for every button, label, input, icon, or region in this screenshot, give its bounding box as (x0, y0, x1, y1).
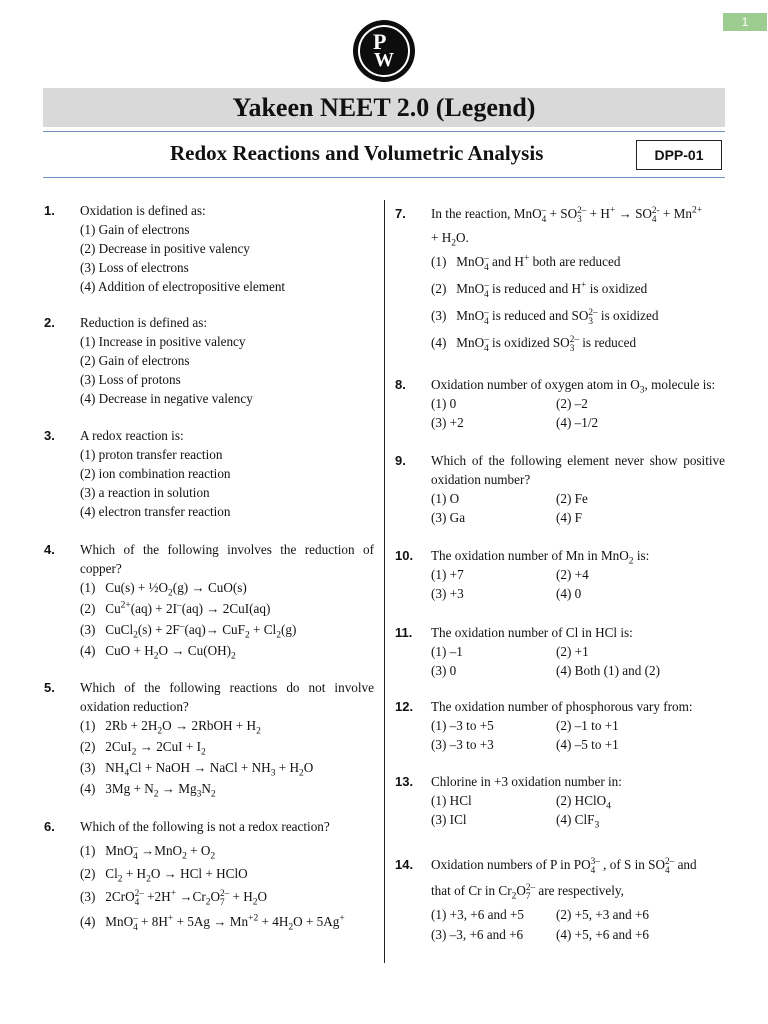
option-2: (2) $Cu^{2+}(aq) + 2I^-(aq) \to 2CuI(aq)$ (80, 600, 271, 616)
option-4: (4) $3Mg + N_2 \to Mg_3N_2$ (80, 781, 216, 800)
question-number: 6. (44, 819, 55, 834)
option-1: (1) 0 (431, 396, 457, 411)
option-label: (2) HClO (556, 793, 607, 808)
option-label: (2) (80, 739, 96, 754)
option-4: (4) +5, +6 and +6 (556, 927, 649, 942)
question-text-label: Oxidation numbers of P in (431, 857, 571, 872)
option-3: (3) $NH_4Cl$ + NaOH → NaCl + $NH_3 + H_2O$ (80, 760, 314, 779)
question-number: 3. (44, 428, 55, 443)
page-title: Yakeen NEET 2.0 (Legend) (43, 88, 725, 127)
option-2: (2) HClO$_4$ (556, 793, 611, 812)
option-4: (4) Decrease in negative valency (80, 391, 253, 406)
option-3: (3) Loss of electrons (80, 260, 189, 275)
question-text: In the reaction, MnO – 4 + SO 2– 3 + H+ → SO 2- 4 + $Mn^{2+}$ (431, 204, 703, 224)
question-text-label: The oxidation number of Mn in MnO (431, 548, 629, 563)
option-4: (4) F (556, 510, 583, 525)
question-number: 1. (44, 203, 55, 218)
option-2: (2) –2 (556, 396, 588, 411)
question-number: 13. (395, 774, 414, 789)
option-2: (2) +4 (556, 567, 589, 582)
option-label: (1) (80, 580, 96, 595)
option-1: (1) MnO – 4 $\to MnO_2 + O_2$ (80, 841, 216, 862)
option-4: (4) Both (1) and (2) (556, 663, 661, 678)
option-1: (1) HCl (431, 793, 472, 808)
option-1: (1) +3, +6 and +5 (431, 907, 524, 922)
option-label: (3) (80, 889, 96, 904)
pw-logo (353, 20, 415, 82)
question-text-label: Oxidation number of oxygen atom in O (431, 377, 640, 392)
option-label: (3) (431, 308, 447, 323)
question-text-label: In the reaction, (431, 206, 511, 221)
question-number: 5. (44, 680, 55, 695)
option-3: (3) 0 (431, 663, 457, 678)
option-label: (4) (431, 335, 447, 350)
header-rule-bottom (43, 177, 725, 178)
question-number: 14. (395, 857, 414, 872)
option-4: (4) MnO – 4 is oxidized SO 2– 3 is reduced (431, 333, 637, 353)
question-number: 9. (395, 453, 406, 468)
logo-letter-p: P (373, 29, 387, 54)
question-number: 2. (44, 315, 55, 330)
option-label: (3) (80, 760, 96, 775)
option-4: (4) electron transfer reaction (80, 504, 231, 519)
question-number: 10. (395, 548, 414, 563)
option-label: (1) (80, 843, 96, 858)
option-2: (2) ion combination reaction (80, 466, 231, 481)
header-rule-top (43, 131, 725, 132)
question-text-cont: + $H_2O$. (431, 230, 469, 249)
option-1: (1) –3 to +5 (431, 718, 494, 733)
question-number: 11. (395, 625, 413, 640)
option-label: (4) (80, 914, 96, 929)
option-3: (3) +3 (431, 586, 464, 601)
question-text: Oxidation is defined as: (80, 203, 206, 218)
option-3: (3) a reaction in solution (80, 485, 210, 500)
option-1: (1) Gain of electrons (80, 222, 190, 237)
option-1: (1) $2Rb + 2H_2O$ → 2RbOH + $H_2$ (80, 718, 261, 737)
question-text: Which of the following is not a redox reaction? (80, 819, 330, 834)
question-text: Which of the following involves the reduction of copper? (80, 542, 374, 576)
question-text: Oxidation numbers of P in PO 3– 4 , of S in SO 2– 4 and (431, 855, 697, 875)
question-number: 7. (395, 206, 406, 221)
option-1: (1) +7 (431, 567, 464, 582)
question-text: The oxidation number of Cl in HCl is: (431, 625, 633, 640)
option-4: (4) MnO – 4 + $8H^+ + 5Ag \to Mn^{+2} + 4H_2O + 5Ag^+$ (80, 912, 345, 933)
option-3: (3) MnO – 4 is reduced and SO 2– 3 is oxidized (431, 306, 659, 326)
option-label: (4) (80, 781, 96, 796)
option-2: (2) +5, +3 and +6 (556, 907, 649, 922)
option-4: (4) Addition of electropositive element (80, 279, 286, 294)
question-text: Which of the following reactions do not involve oxidation reduction? (80, 680, 374, 714)
question-text: Reduction is defined as: (80, 315, 208, 330)
option-3: (3) +2 (431, 415, 464, 430)
option-3: (3) ICl (431, 812, 467, 827)
question-number: 8. (395, 377, 406, 392)
option-2: (2) $2CuI_2 \to 2CuI + I_2$ (80, 739, 206, 758)
option-3: (3) –3 to +3 (431, 737, 494, 752)
logo-letter-w: W (374, 49, 394, 71)
option-4: (4) –5 to +1 (556, 737, 619, 752)
dpp-code-box: DPP-01 (636, 140, 722, 170)
option-label: (3) (80, 622, 96, 637)
option-label: (2) (431, 281, 447, 296)
option-label: (1) (80, 718, 96, 733)
option-1: (1) MnO – 4 and H+ both are reduced (431, 252, 621, 272)
question-text: A redox reaction is: (80, 428, 184, 443)
question-text: The oxidation number of phosphorous vary from: (431, 699, 693, 714)
option-2: (2) Fe (556, 491, 588, 506)
question-text-cont: that of Cr in $Cr_2O$ 2– 7 are respectively, (431, 881, 624, 902)
option-2: (2) Gain of electrons (80, 353, 190, 368)
option-3: (3) CuCl$_2$(s) + $2F^-(aq)\to CuF_2 + Cl_2(g)$ (80, 621, 297, 641)
option-label: (4) ClF (556, 812, 595, 827)
option-label: (1) (431, 254, 447, 269)
option-4: (4) 0 (556, 586, 582, 601)
option-label: (2) (80, 601, 96, 616)
option-4: (4) –1/2 (556, 415, 599, 430)
option-2: (2) –1 to +1 (556, 718, 619, 733)
option-2: (2) MnO – 4 is reduced and H+ is oxidized (431, 279, 648, 299)
column-divider (384, 200, 385, 963)
question-text: Chlorine in +3 oxidation number in: (431, 774, 622, 789)
option-4: (4) ClF$_3$ (556, 812, 600, 831)
option-3: (3) Ga (431, 510, 466, 525)
question-text: Oxidation number of oxygen atom in $O_3$, molecule is: (431, 377, 716, 396)
option-3: (3) –3, +6 and +6 (431, 927, 524, 942)
option-1: (1) proton transfer reaction (80, 447, 223, 462)
option-3: (3) Loss of protons (80, 372, 181, 387)
option-label: (2) (80, 866, 96, 881)
option-1: (1) $Cu(s) + \frac{1}{2}O_2(g) \to CuO(s)$ (80, 580, 247, 599)
option-2: (2) Decrease in positive valency (80, 241, 250, 256)
option-1: (1) O (431, 491, 460, 506)
option-4: (4) CuO + $H_2O \to Cu(OH)_2$ (80, 643, 236, 662)
option-2: (2) +1 (556, 644, 589, 659)
question-text: Which of the following element never show positive oxidation number? (431, 453, 725, 487)
question-text: The oxidation number of Mn in MnO$_2$ is: (431, 548, 650, 567)
option-1: (1) Increase in positive valency (80, 334, 246, 349)
option-label: (4) (80, 643, 96, 658)
page-number-badge: 1 (723, 13, 767, 31)
option-2: (2) $Cl_2 + H_2O$ → HCl + HClO (80, 866, 248, 885)
option-1: (1) –1 (431, 644, 463, 659)
option-3: (3) 2CrO 2– 4 $+2H^+ \to Cr_2O$ 2– 7 + $H_2O$ (80, 887, 268, 908)
question-number: 12. (395, 699, 414, 714)
question-number: 4. (44, 542, 55, 557)
page-subtitle: Redox Reactions and Volumetric Analysis (170, 141, 544, 165)
